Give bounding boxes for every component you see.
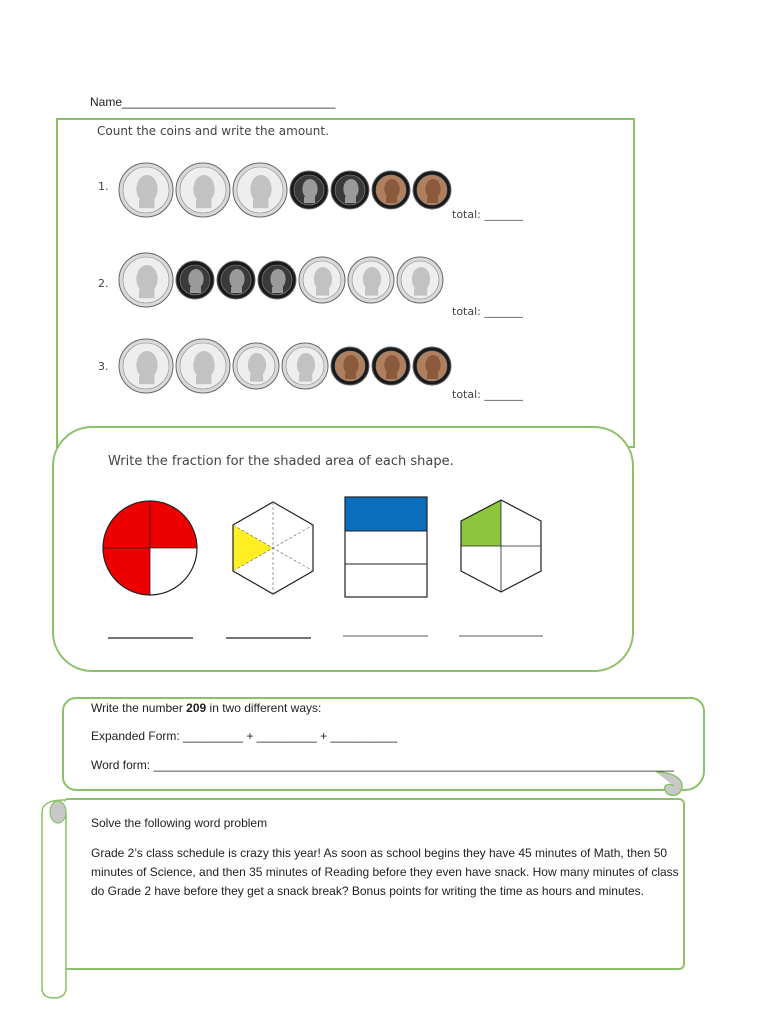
dime-coin-icon xyxy=(257,260,297,300)
word-problem-section xyxy=(62,798,685,970)
coin-3-2 xyxy=(175,338,231,394)
coins-instruction: Count the coins and write the amount. xyxy=(97,124,329,138)
coin-2-3 xyxy=(216,260,256,300)
nickel-coin-icon xyxy=(232,342,280,390)
total-blank-1[interactable]: _______ xyxy=(484,208,523,221)
coin-2-5 xyxy=(298,256,346,304)
word-problem-body: Grade 2’s class schedule is crazy this year! As soon as school begins they have 45 minutes of Math, then 50 minutes of Science, and then 35 minutes of Reading before they even have snack. How many minutes of class do Grade 2 have before they get a snack break? Bonus points for writing the time as hours and minutes. xyxy=(91,846,679,898)
circle-part-2 xyxy=(150,501,197,548)
total-label-3: total: xyxy=(452,388,481,401)
name-label: Name xyxy=(90,95,123,109)
coin-2-2 xyxy=(175,260,215,300)
penny-coin-icon xyxy=(330,346,370,386)
total-blank-3[interactable]: _______ xyxy=(484,388,523,401)
coin-1-7 xyxy=(412,170,452,210)
coin-1-2 xyxy=(175,162,231,218)
circle-part-1 xyxy=(103,501,150,548)
total-label-2: total: xyxy=(452,305,481,318)
circle-part-4 xyxy=(150,548,197,595)
word-problem-heading: Solve the following word problem xyxy=(91,816,268,830)
total-2 xyxy=(452,305,523,318)
coin-1-6 xyxy=(371,170,411,210)
coin-2-4 xyxy=(257,260,297,300)
total-1 xyxy=(452,208,523,221)
number-forms-prompt xyxy=(91,701,321,715)
row-number-2: 2. xyxy=(98,277,109,290)
penny-coin-icon xyxy=(412,346,452,386)
nickel-coin-icon xyxy=(396,256,444,304)
name-blank[interactable]: ________________________________ xyxy=(122,95,336,109)
row-number-3: 3. xyxy=(98,360,109,373)
fractions-instruction: Write the fraction for the shaded area of each shape. xyxy=(108,454,454,469)
total-label-1: total: xyxy=(452,208,481,221)
coin-3-7 xyxy=(412,346,452,386)
row-number-1: 1. xyxy=(98,180,109,193)
coin-2-1 xyxy=(118,252,174,308)
scroll-left-roll-icon xyxy=(38,798,72,1000)
nickel-coin-icon xyxy=(298,256,346,304)
total-blank-2[interactable]: _______ xyxy=(484,305,523,318)
word-form-label[interactable]: Word form: ______________________________________________________________________________ xyxy=(91,758,675,772)
coin-1-4 xyxy=(289,170,329,210)
coin-2-7 xyxy=(396,256,444,304)
quarter-coin-icon xyxy=(118,252,174,308)
name-label-line xyxy=(90,95,336,109)
nickel-coin-icon xyxy=(347,256,395,304)
total-3 xyxy=(452,388,523,401)
fractions-section xyxy=(52,426,634,672)
fraction-shapes xyxy=(54,428,632,670)
nickel-coin-icon xyxy=(281,342,329,390)
coin-3-6 xyxy=(371,346,411,386)
quarter-coin-icon xyxy=(232,162,288,218)
coin-1-1 xyxy=(118,162,174,218)
quarter-coin-icon xyxy=(118,338,174,394)
expanded-form-label[interactable]: Expanded Form: _________ + _________ + __________ xyxy=(91,729,398,743)
hexagon-quarter-shaded xyxy=(461,500,501,546)
penny-coin-icon xyxy=(412,170,452,210)
dime-coin-icon xyxy=(216,260,256,300)
coin-3-3 xyxy=(232,342,280,390)
prompt-after: in two different ways: xyxy=(206,701,322,715)
coin-1-5 xyxy=(330,170,370,210)
scroll-curl-icon xyxy=(652,770,688,800)
quarter-coin-icon xyxy=(175,338,231,394)
coin-3-1 xyxy=(118,338,174,394)
dime-coin-icon xyxy=(175,260,215,300)
quarter-coin-icon xyxy=(175,162,231,218)
coin-2-6 xyxy=(347,256,395,304)
coins-section xyxy=(56,118,635,448)
circle-shape xyxy=(103,501,197,595)
dime-coin-icon xyxy=(289,170,329,210)
dime-coin-icon xyxy=(330,170,370,210)
quarter-coin-icon xyxy=(118,162,174,218)
coin-1-3 xyxy=(232,162,288,218)
number-forms-section xyxy=(62,697,705,791)
circle-part-3 xyxy=(103,548,150,595)
prompt-before: Write the number xyxy=(91,701,187,715)
highlight-number: 209 xyxy=(186,701,207,715)
penny-coin-icon xyxy=(371,170,411,210)
coin-3-4 xyxy=(281,342,329,390)
hexagon-quarters-shape xyxy=(461,500,541,592)
coin-3-5 xyxy=(330,346,370,386)
hexagon-sixths-shape xyxy=(233,502,313,594)
penny-coin-icon xyxy=(371,346,411,386)
rectangle-shape xyxy=(345,497,427,597)
